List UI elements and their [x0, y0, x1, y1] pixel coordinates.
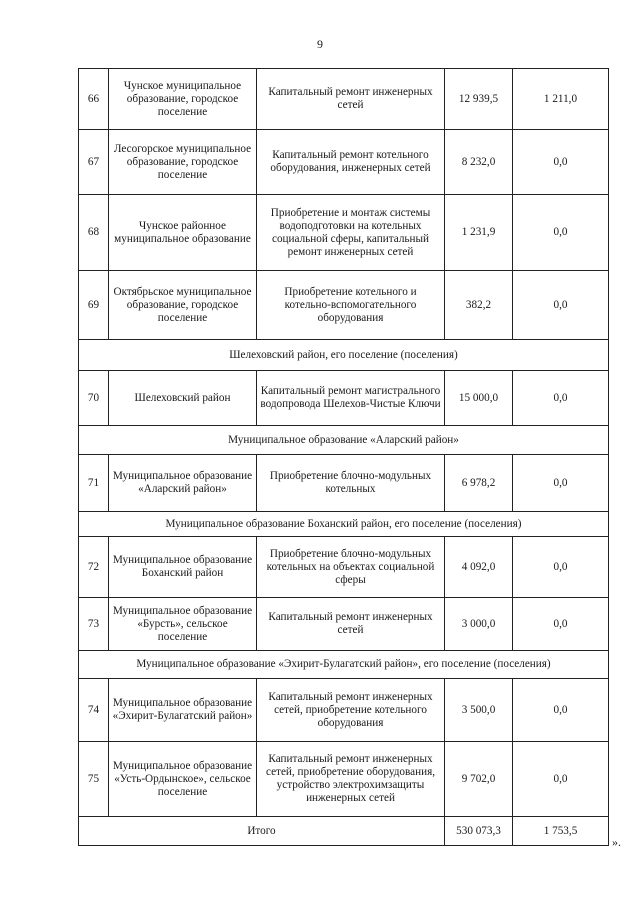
work-description: Приобретение и монтаж системы водоподготовки на котельных социальной сферы, капитальный ремонт инженерных сетей	[257, 195, 445, 271]
amount-total: 9 702,0	[445, 742, 513, 817]
municipality-name: Чунское муниципальное образование, городское поселение	[109, 69, 257, 130]
work-description: Капитальный ремонт инженерных сетей, приобретение оборудования, устройство электрохимзащиты инженерных сетей	[257, 742, 445, 817]
closing-quote-mark: ».	[612, 835, 621, 849]
amount-secondary: 1 211,0	[513, 69, 609, 130]
amount-total: 3 500,0	[445, 679, 513, 742]
table-row	[79, 271, 609, 340]
table-row	[79, 679, 609, 742]
amount-secondary: 0,0	[513, 537, 609, 598]
row-number: 74	[79, 679, 109, 742]
work-description: Капитальный ремонт инженерных сетей, приобретение котельного оборудования	[257, 679, 445, 742]
section-title: Муниципальное образование «Эхирит-Булагатский район», его поселение (поселения)	[79, 651, 609, 679]
amount-total: 3 000,0	[445, 598, 513, 651]
table-row	[79, 742, 609, 817]
section-title: Шелеховский район, его поселение (поселения)	[79, 340, 609, 371]
row-number: 70	[79, 371, 109, 426]
page-number: 9	[317, 37, 323, 51]
section-title: Муниципальное образование Боханский район, его поселение (поселения)	[79, 512, 609, 537]
work-description: Капитальный ремонт котельного оборудования, инженерных сетей	[257, 130, 445, 195]
table-row	[79, 598, 609, 651]
table-body	[79, 69, 609, 846]
amount-secondary: 0,0	[513, 679, 609, 742]
municipality-name: Муниципальное образование Боханский район	[109, 537, 257, 598]
amount-secondary: 0,0	[513, 271, 609, 340]
total-amount: 530 073,3	[445, 817, 513, 846]
section-header-row	[79, 340, 609, 371]
work-description: Капитальный ремонт магистрального водопровода Шелехов-Чистые Ключи	[257, 371, 445, 426]
municipality-name: Муниципальное образование «Эхирит-Булагатский район»	[109, 679, 257, 742]
section-title: Муниципальное образование «Аларский район»	[79, 426, 609, 455]
row-number: 72	[79, 537, 109, 598]
section-header-row	[79, 651, 609, 679]
municipality-name: Муниципальное образование «Аларский район»	[109, 455, 257, 512]
amount-secondary: 0,0	[513, 130, 609, 195]
amount-total: 15 000,0	[445, 371, 513, 426]
table-row	[79, 130, 609, 195]
row-number: 68	[79, 195, 109, 271]
amount-secondary: 0,0	[513, 598, 609, 651]
total-label: Итого	[79, 817, 445, 846]
municipality-name: Октябрьское муниципальное образование, городское поселение	[109, 271, 257, 340]
amount-total: 1 231,9	[445, 195, 513, 271]
amount-secondary: 0,0	[513, 455, 609, 512]
row-number: 73	[79, 598, 109, 651]
table-row	[79, 455, 609, 512]
amount-total: 382,2	[445, 271, 513, 340]
work-description: Приобретение котельного и котельно-вспомогательного оборудования	[257, 271, 445, 340]
table-row	[79, 195, 609, 271]
table-row	[79, 537, 609, 598]
municipality-name: Чунское районное муниципальное образование	[109, 195, 257, 271]
work-description: Капитальный ремонт инженерных сетей	[257, 598, 445, 651]
section-header-row	[79, 512, 609, 537]
row-number: 71	[79, 455, 109, 512]
municipality-name: Муниципальное образование «Усть-Ордынское», сельское поселение	[109, 742, 257, 817]
municipality-name: Шелеховский район	[109, 371, 257, 426]
funding-table	[78, 68, 609, 846]
amount-secondary: 0,0	[513, 742, 609, 817]
amount-total: 12 939,5	[445, 69, 513, 130]
section-header-row	[79, 426, 609, 455]
total-row	[79, 817, 609, 846]
municipality-name: Лесогорское муниципальное образование, городское поселение	[109, 130, 257, 195]
work-description: Приобретение блочно-модульных котельных на объектах социальной сферы	[257, 537, 445, 598]
row-number: 75	[79, 742, 109, 817]
work-description: Капитальный ремонт инженерных сетей	[257, 69, 445, 130]
work-description: Приобретение блочно-модульных котельных	[257, 455, 445, 512]
amount-total: 4 092,0	[445, 537, 513, 598]
row-number: 66	[79, 69, 109, 130]
row-number: 69	[79, 271, 109, 340]
municipality-name: Муниципальное образование «Бурсть», сельское поселение	[109, 598, 257, 651]
row-number: 67	[79, 130, 109, 195]
amount-secondary: 0,0	[513, 195, 609, 271]
amount-total: 8 232,0	[445, 130, 513, 195]
amount-total: 6 978,2	[445, 455, 513, 512]
table-row	[79, 371, 609, 426]
table-row	[79, 69, 609, 130]
amount-secondary: 0,0	[513, 371, 609, 426]
total-amount-secondary: 1 753,5	[513, 817, 609, 846]
